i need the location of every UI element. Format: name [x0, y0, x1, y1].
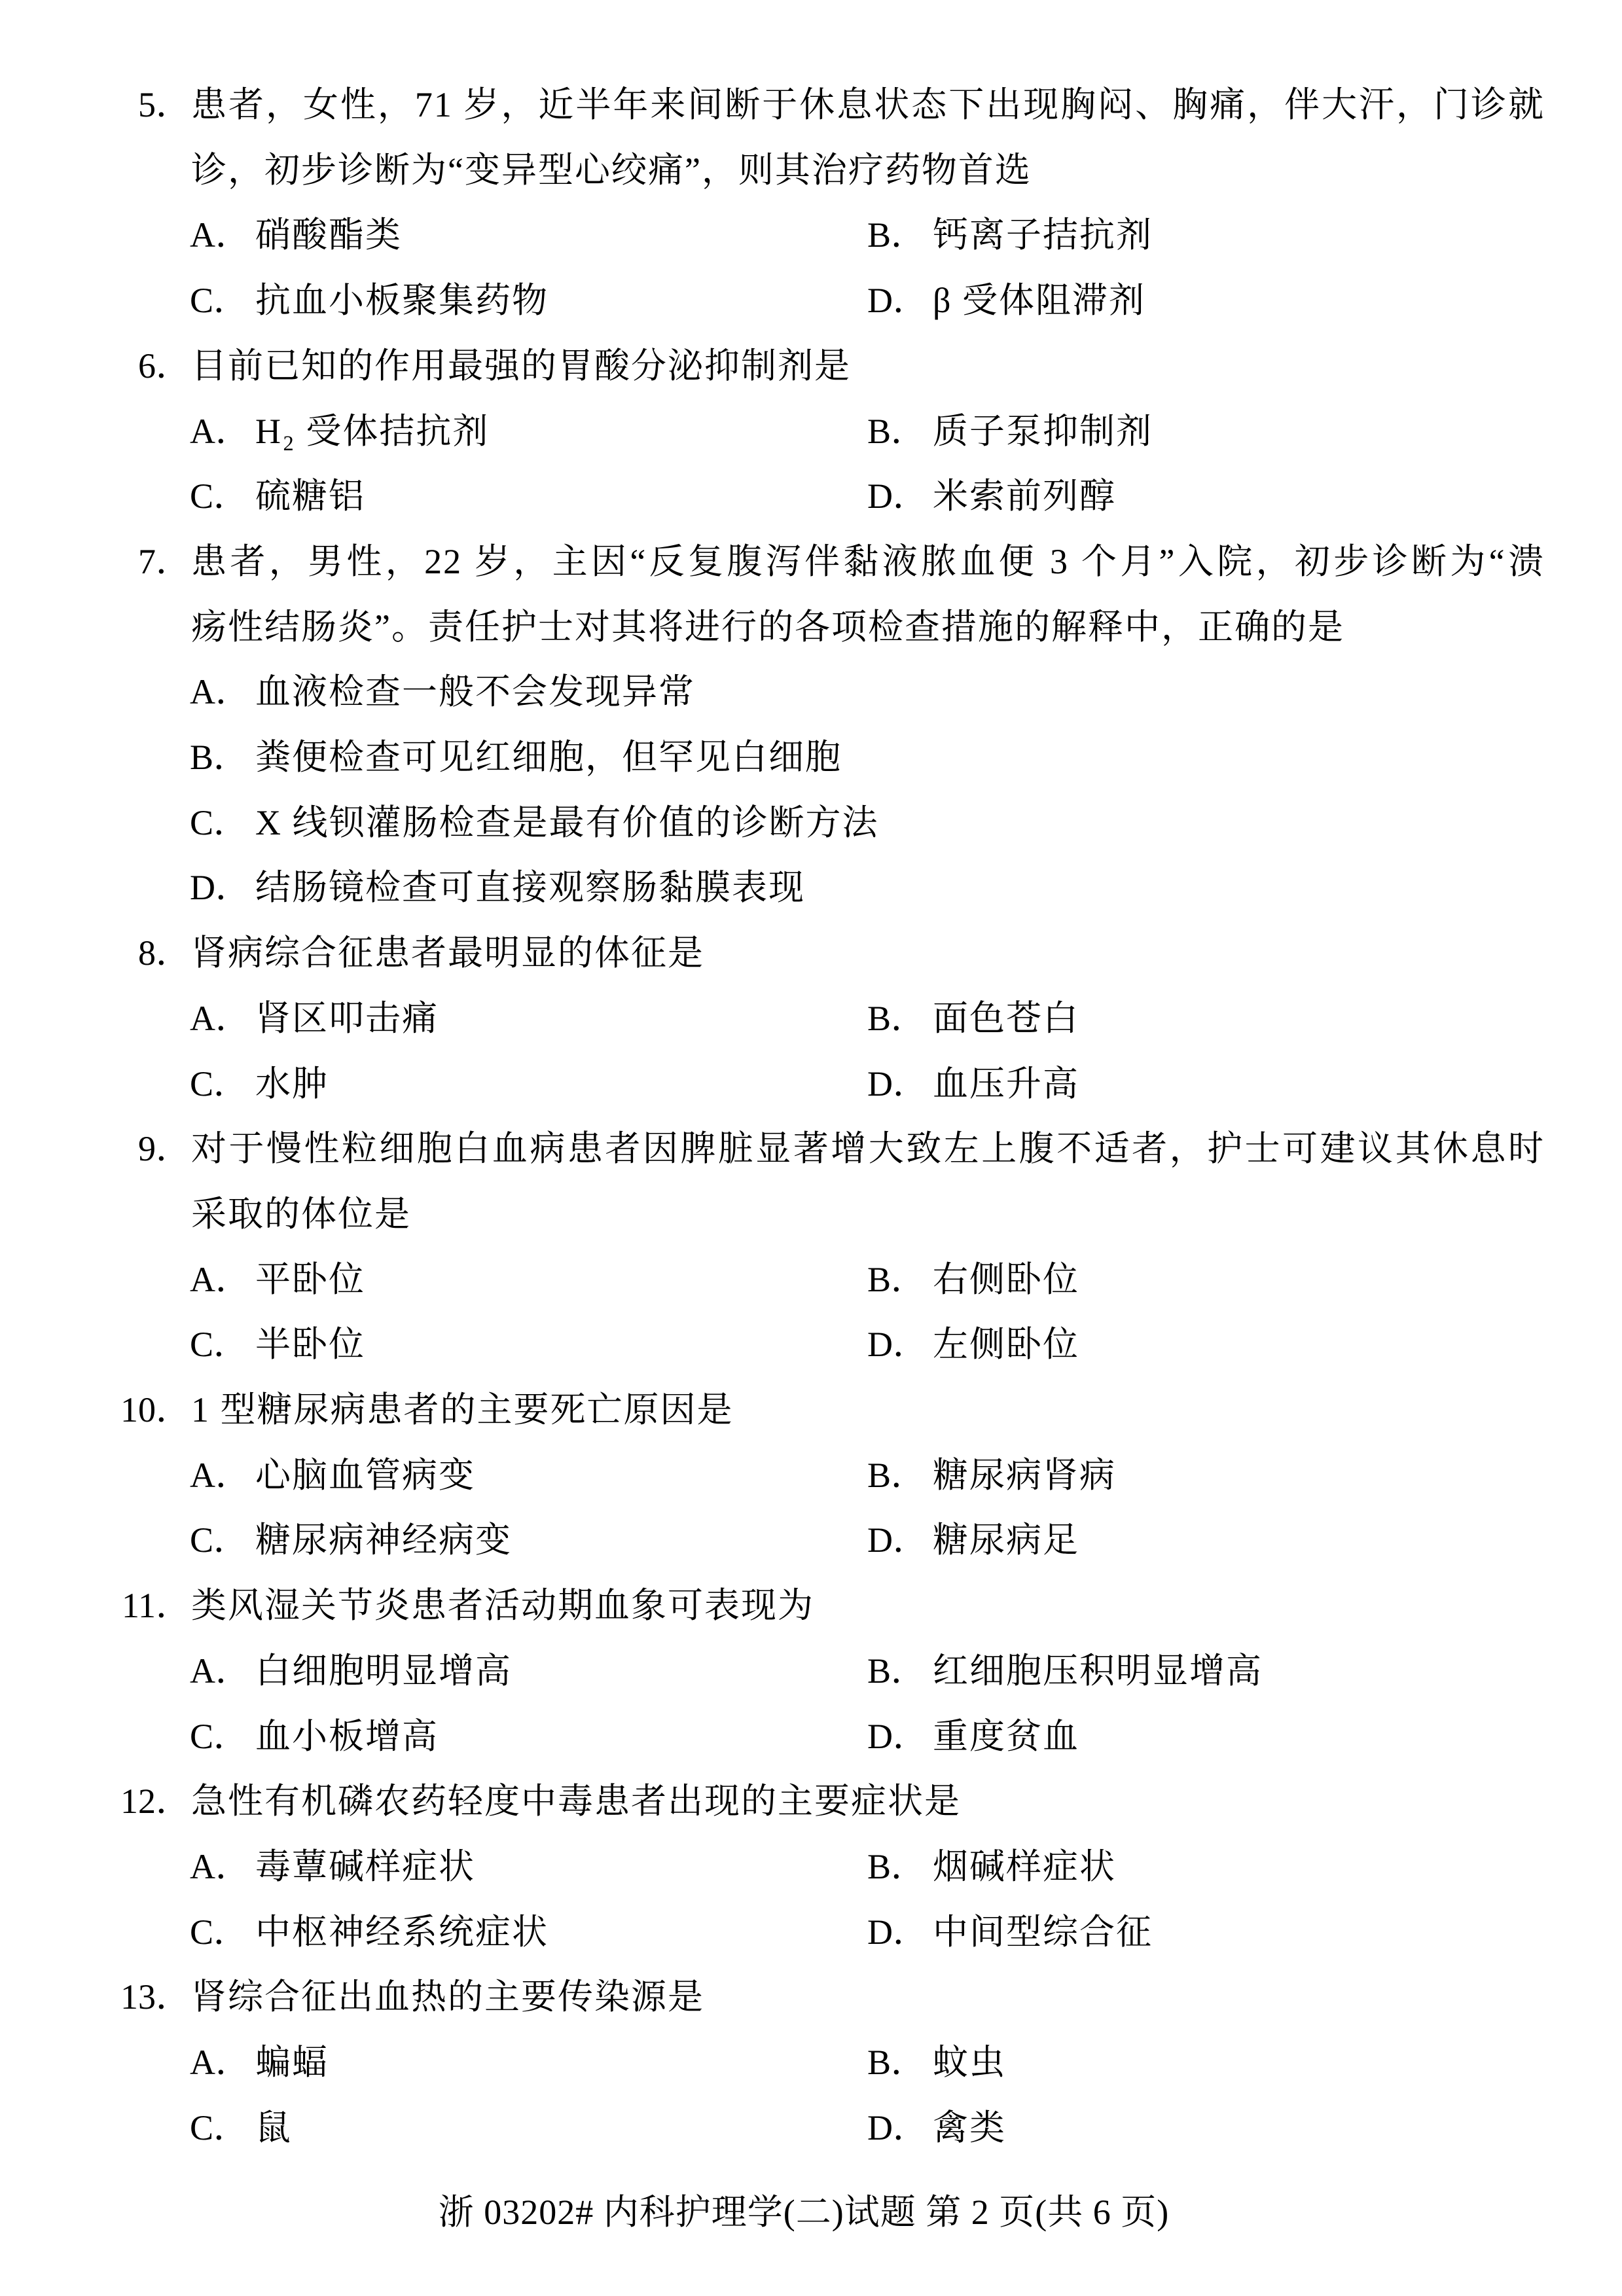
option-text: 糖尿病足 [933, 1520, 1079, 1560]
option-text: 白细胞明显增高 [255, 1651, 512, 1691]
option-label: C． [190, 281, 249, 320]
option-c [190, 1051, 329, 1117]
option-label: D． [867, 281, 928, 320]
option-d [190, 855, 805, 920]
option-text: 重度贫血 [933, 1717, 1079, 1756]
option-text: 米索前列醇 [933, 476, 1116, 516]
option-label: C． [190, 2108, 249, 2147]
question-stem-line: 对于慢性粒细胞白血病患者因脾脏显著增大致左上腹不适者，护士可建议其休息时 [191, 1129, 1545, 1168]
question-stem-line: 急性有机磷农药轻度中毒患者出现的主要症状是 [191, 1782, 961, 1821]
option-label: C． [190, 1717, 249, 1756]
option-text: 中间型综合征 [933, 1912, 1153, 1952]
option-a [190, 399, 489, 464]
question-stem-line: 采取的体位是 [191, 1194, 411, 1234]
option-label: D． [867, 1064, 928, 1103]
option-label: A． [190, 215, 251, 255]
question-number: 8． [138, 933, 191, 973]
question-number: 12． [120, 1782, 191, 1821]
option-label: A． [190, 1456, 251, 1495]
option-label: D． [867, 1520, 928, 1560]
option-b [867, 399, 1153, 464]
question-stem-line: 肾病综合征患者最明显的体征是 [191, 933, 704, 973]
option-label: B． [867, 1651, 927, 1691]
option-b [190, 725, 842, 790]
question-stem-line: 诊，初步诊断为“变异型心绞痛”，则其治疗药物首选 [191, 151, 1032, 190]
option-b [867, 2030, 1006, 2095]
question-stem-line: 目前已知的作用最强的胃酸分泌抑制剂是 [191, 346, 851, 386]
option-text: 糖尿病神经病变 [255, 1520, 512, 1560]
option-d [867, 1704, 1079, 1769]
option-c [190, 1507, 512, 1573]
page-footer: 浙 03202# 内科护理学(二)试题 第 2 页(共 6 页) [438, 2193, 1170, 2232]
option-a [190, 1638, 512, 1704]
option-text: X 线钡灌肠检查是最有价值的诊断方法 [255, 803, 879, 842]
option-text: 质子泵抑制剂 [933, 412, 1153, 451]
option-text: 鼠 [255, 2108, 292, 2147]
option-text: 烟碱样症状 [933, 1847, 1116, 1886]
option-a [190, 986, 439, 1051]
option-d [867, 1899, 1153, 1965]
question-stem-line: 疡性结肠炎”。责任护士对其将进行的各项检查措施的解释中，正确的是 [191, 607, 1344, 647]
option-c [190, 790, 879, 855]
option-label: D． [867, 476, 928, 516]
option-a [190, 1443, 475, 1508]
option-label: A． [190, 672, 251, 711]
option-label: A． [190, 2043, 251, 2082]
option-d [867, 268, 1145, 333]
question-number: 7． [138, 542, 191, 581]
option-label: B． [867, 2043, 927, 2082]
option-d [867, 2095, 1006, 2161]
option-label: A． [190, 1847, 251, 1886]
option-label: C． [190, 1325, 249, 1364]
option-label: D． [867, 1912, 928, 1952]
option-d [867, 1507, 1079, 1573]
option-text: 心脑血管病变 [255, 1456, 475, 1495]
option-c [190, 268, 549, 333]
option-a [190, 202, 402, 268]
question-number: 6． [138, 346, 191, 386]
option-label: C． [190, 803, 249, 842]
option-text: 水肿 [255, 1064, 329, 1103]
option-label: A． [190, 412, 251, 451]
option-text: 平卧位 [255, 1260, 365, 1299]
option-text: 左侧卧位 [933, 1325, 1079, 1364]
question-stem-line: 患者，男性，22 岁，主因“反复腹泻伴黏液脓血便 3 个月”入院，初步诊断为“溃 [191, 542, 1545, 581]
option-b [867, 1247, 1079, 1312]
option-text: H₂ 受体拮抗剂 [255, 412, 490, 451]
option-label: D． [867, 2108, 928, 2147]
option-label: D． [867, 1325, 928, 1364]
option-label: B． [867, 412, 927, 451]
option-text: 禽类 [933, 2108, 1006, 2147]
option-b [867, 1638, 1263, 1704]
option-label: B． [867, 999, 927, 1038]
question-number: 11． [122, 1586, 191, 1625]
question-number: 5． [138, 85, 191, 124]
option-text: β 受体阻滞剂 [933, 281, 1145, 320]
option-c [190, 2095, 292, 2161]
option-label: C． [190, 1520, 249, 1560]
option-text: 血压升高 [933, 1064, 1079, 1103]
option-a [190, 1834, 475, 1899]
option-text: 糖尿病肾病 [933, 1456, 1116, 1495]
question-stem-line: 肾综合征出血热的主要传染源是 [191, 1977, 704, 2017]
question-number: 9． [138, 1129, 191, 1168]
option-a [190, 1247, 365, 1312]
option-text: 血小板增高 [255, 1717, 439, 1756]
option-text: 结肠镜检查可直接观察肠黏膜表现 [255, 868, 805, 907]
option-text: 血液检查一般不会发现异常 [255, 672, 695, 711]
option-label: B． [867, 1847, 927, 1886]
option-a [190, 2030, 329, 2095]
question-stem-line: 患者，女性，71 岁，近半年来间断于休息状态下出现胸闷、胸痛，伴大汗，门诊就 [191, 85, 1545, 124]
option-text: 硝酸酯类 [255, 215, 402, 255]
option-b [867, 1834, 1116, 1899]
question-stem-line: 类风湿关节炎患者活动期血象可表现为 [191, 1586, 814, 1625]
option-label: B． [867, 215, 927, 255]
option-d [867, 1312, 1079, 1377]
option-text: 蝙蝠 [255, 2043, 329, 2082]
option-c [190, 1312, 365, 1377]
option-b [867, 202, 1153, 268]
option-text: 抗血小板聚集药物 [255, 281, 549, 320]
option-label: A． [190, 1260, 251, 1299]
option-text: 硫糖铝 [255, 476, 365, 516]
option-label: C． [190, 476, 249, 516]
option-d [867, 463, 1116, 529]
option-label: B． [867, 1456, 927, 1495]
option-b [867, 1443, 1116, 1508]
question-number: 10． [120, 1390, 191, 1429]
option-text: 蚊虫 [933, 2043, 1006, 2082]
option-c [190, 1704, 439, 1769]
question-stem-line: 1 型糖尿病患者的主要死亡原因是 [191, 1390, 734, 1429]
option-c [190, 463, 365, 529]
option-text: 粪便检查可见红细胞，但罕见白细胞 [255, 738, 842, 777]
option-label: C． [190, 1912, 249, 1952]
option-text: 半卧位 [255, 1325, 365, 1364]
option-b [867, 986, 1079, 1051]
option-text: 肾区叩击痛 [255, 999, 439, 1038]
option-label: B． [867, 1260, 927, 1299]
option-text: 面色苍白 [933, 999, 1079, 1038]
option-label: A． [190, 999, 251, 1038]
option-text: 毒蕈碱样症状 [255, 1847, 475, 1886]
option-text: 钙离子拮抗剂 [933, 215, 1153, 255]
option-label: B． [190, 738, 249, 777]
option-c [190, 1899, 549, 1965]
option-a [190, 659, 695, 725]
option-text: 右侧卧位 [933, 1260, 1079, 1299]
option-label: D． [867, 1717, 928, 1756]
option-label: D． [190, 868, 251, 907]
option-text: 红细胞压积明显增高 [933, 1651, 1263, 1691]
option-label: A． [190, 1651, 251, 1691]
question-number: 13． [120, 1977, 191, 2017]
option-text: 中枢神经系统症状 [255, 1912, 549, 1952]
option-label: C． [190, 1064, 249, 1103]
option-d [867, 1051, 1079, 1117]
